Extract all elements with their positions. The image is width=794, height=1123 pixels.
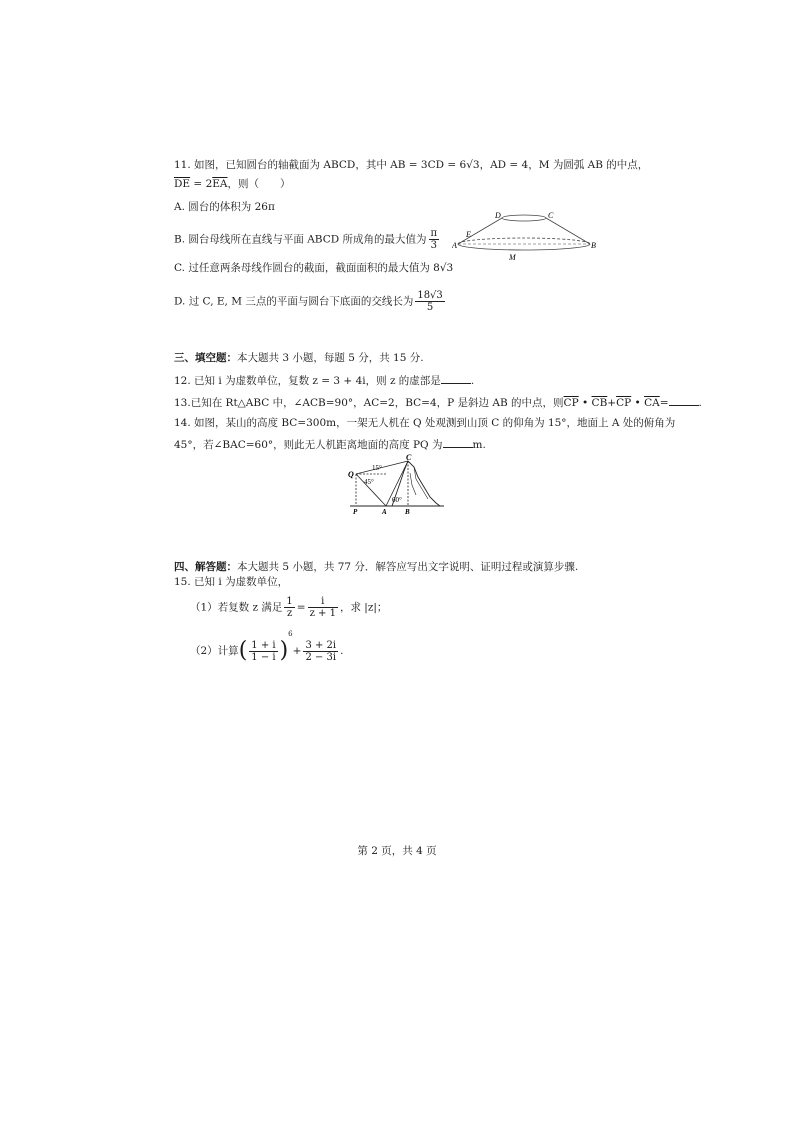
angle-60: 60° bbox=[392, 496, 402, 504]
frac-num: 1 + i bbox=[251, 639, 276, 651]
vector-ca: $\overline{CA}$ bbox=[644, 397, 660, 409]
fraction-3p2i-over-2m3i bbox=[303, 640, 338, 663]
vector-cp: $\overline{CP}$ bbox=[563, 397, 579, 409]
section-3-title: 三、填空题： bbox=[174, 352, 237, 364]
q14-text: 45°，若∠BAC=60°，则此无人机距离地面的高度 PQ 为 bbox=[174, 439, 443, 451]
equals: = bbox=[296, 601, 306, 614]
answer-blank bbox=[441, 373, 471, 384]
fraction-1-over-z bbox=[284, 596, 294, 619]
section-4-heading bbox=[174, 560, 578, 574]
section-3-desc: 本大题共 3 小题，每题 5 分，共 15 分. bbox=[237, 352, 424, 364]
answer-blank bbox=[443, 437, 473, 448]
top-ellipse bbox=[502, 215, 546, 221]
q13-text: 13.已知在 Rt△ABC 中，∠ACB=90°，AC=2，BC=4，P 是斜边 AB 的中点，则 bbox=[174, 397, 564, 409]
frac-num: i bbox=[308, 596, 338, 608]
frac-den: 5 bbox=[426, 302, 434, 313]
label-d: D bbox=[495, 211, 501, 220]
label-e: E bbox=[466, 230, 471, 239]
equals: = bbox=[659, 397, 669, 409]
label-b: B bbox=[405, 508, 410, 515]
vector-ea: $\overline{EA}$ bbox=[212, 178, 228, 190]
frac-den: 3 bbox=[430, 240, 437, 251]
section-4-title: 四、解答题： bbox=[174, 561, 237, 573]
q11-option-d-text: D. 过 C, E, M 三点的平面与圆台下底面的交线长为 bbox=[174, 295, 414, 308]
vector-de: $\overline{DE}$ bbox=[174, 178, 191, 190]
q11-stem-line2 bbox=[174, 177, 291, 191]
angle-45: 45° bbox=[364, 478, 374, 486]
label-q: Q bbox=[348, 470, 354, 479]
frac-num: 18√3 bbox=[417, 290, 443, 301]
vector-cp: $\overline{CP}$ bbox=[616, 397, 632, 409]
frac-num: 1 bbox=[286, 596, 293, 607]
q15-p1-end: ，求 |z|； bbox=[339, 601, 388, 614]
frac-num: 3 + 2i bbox=[305, 639, 337, 651]
q11-option-d bbox=[174, 290, 447, 313]
left-paren: ( bbox=[238, 638, 248, 663]
q15-part2 bbox=[190, 627, 343, 663]
label-p: P bbox=[353, 508, 358, 515]
q11-option-b-text: B. 圆台母线所在直线与平面 ABCD 所成角的最大值为 bbox=[174, 233, 427, 246]
q15-p1-text: （1）若复数 z 满足 bbox=[190, 601, 283, 614]
generator-bc bbox=[546, 218, 590, 244]
q15-p2-end: . bbox=[340, 645, 344, 657]
q12-end: . bbox=[470, 375, 475, 387]
frac-num: π bbox=[430, 228, 438, 239]
q14-unit: m. bbox=[472, 439, 486, 451]
fraction-i-over-z-plus-1 bbox=[308, 596, 338, 619]
segment-qc bbox=[356, 461, 408, 474]
q12 bbox=[174, 373, 474, 388]
mountain-shade bbox=[410, 467, 428, 499]
label-m: M bbox=[509, 253, 516, 262]
q11-stem-line1: 11. 如图，已知圆台的轴截面为 ABCD，其中 AB = 3CD = 6√3，AD = 4，M 为圆弧 AB 的中点， bbox=[174, 159, 649, 171]
frac-den: 1 − i bbox=[251, 651, 276, 663]
label-b: B bbox=[591, 241, 596, 250]
q14-line1: 14. 如图，某山的高度 BC=300m，一架无人机在 Q 处观测到山顶 C 的仰角为 15°，地面上 A 处的俯角为 bbox=[174, 417, 676, 429]
dot: • bbox=[578, 397, 592, 409]
section-3-heading bbox=[174, 351, 424, 365]
fraction-pi-over-3 bbox=[429, 228, 440, 251]
label-c: C bbox=[406, 453, 412, 462]
label-c: C bbox=[548, 211, 554, 220]
dot: • bbox=[631, 397, 645, 409]
fraction-1pi-over-1mi bbox=[249, 640, 277, 663]
bottom-ellipse-front bbox=[458, 244, 590, 250]
q15-stem: 15. 已知 i 为虚数单位， bbox=[174, 576, 289, 588]
bottom-ellipse-back bbox=[458, 238, 590, 244]
q11-eq: = 2 bbox=[190, 178, 213, 190]
q15-part1 bbox=[190, 596, 387, 619]
label-a: A bbox=[452, 241, 457, 250]
fraction-18root3-over-5 bbox=[415, 290, 444, 313]
generator-ad bbox=[458, 218, 502, 244]
plus: + bbox=[607, 397, 617, 409]
label-a: A bbox=[382, 508, 387, 515]
q11-option-a: A. 圆台的体积为 26π bbox=[174, 201, 275, 213]
frac-den: z bbox=[286, 608, 293, 619]
answer-blank bbox=[669, 395, 699, 406]
frustum-figure bbox=[452, 210, 602, 266]
exponent: 6 bbox=[288, 630, 293, 638]
q11-then: ，则（ ） bbox=[227, 178, 291, 190]
angle-15: 15° bbox=[372, 464, 382, 472]
q15-p2-text: （2）计算 bbox=[190, 645, 239, 657]
mountain-figure bbox=[344, 453, 446, 515]
q11-option-b bbox=[174, 228, 441, 251]
q14-line2 bbox=[174, 437, 486, 452]
section-4-desc: 本大题共 5 小题，共 77 分．解答应写出文字说明、证明过程或演算步骤. bbox=[237, 561, 579, 573]
page-footer: 第 2 页，共 4 页 bbox=[357, 845, 437, 857]
vector-cb: $\overline{CB}$ bbox=[591, 397, 608, 409]
frac-den: 2 − 3i bbox=[305, 651, 337, 663]
right-paren: ) bbox=[279, 638, 289, 663]
q12-text: 12. 已知 i 为虚数单位，复数 z = 3 + 4i，则 z 的虚部是 bbox=[174, 375, 441, 387]
q11-option-c: C. 过任意两条母线作圆台的截面，截面面积的最大值为 8√3 bbox=[174, 262, 454, 274]
frac-den: z + 1 bbox=[309, 608, 336, 619]
q13 bbox=[174, 395, 702, 410]
q13-end: . bbox=[698, 397, 702, 409]
plus: + bbox=[292, 645, 302, 657]
